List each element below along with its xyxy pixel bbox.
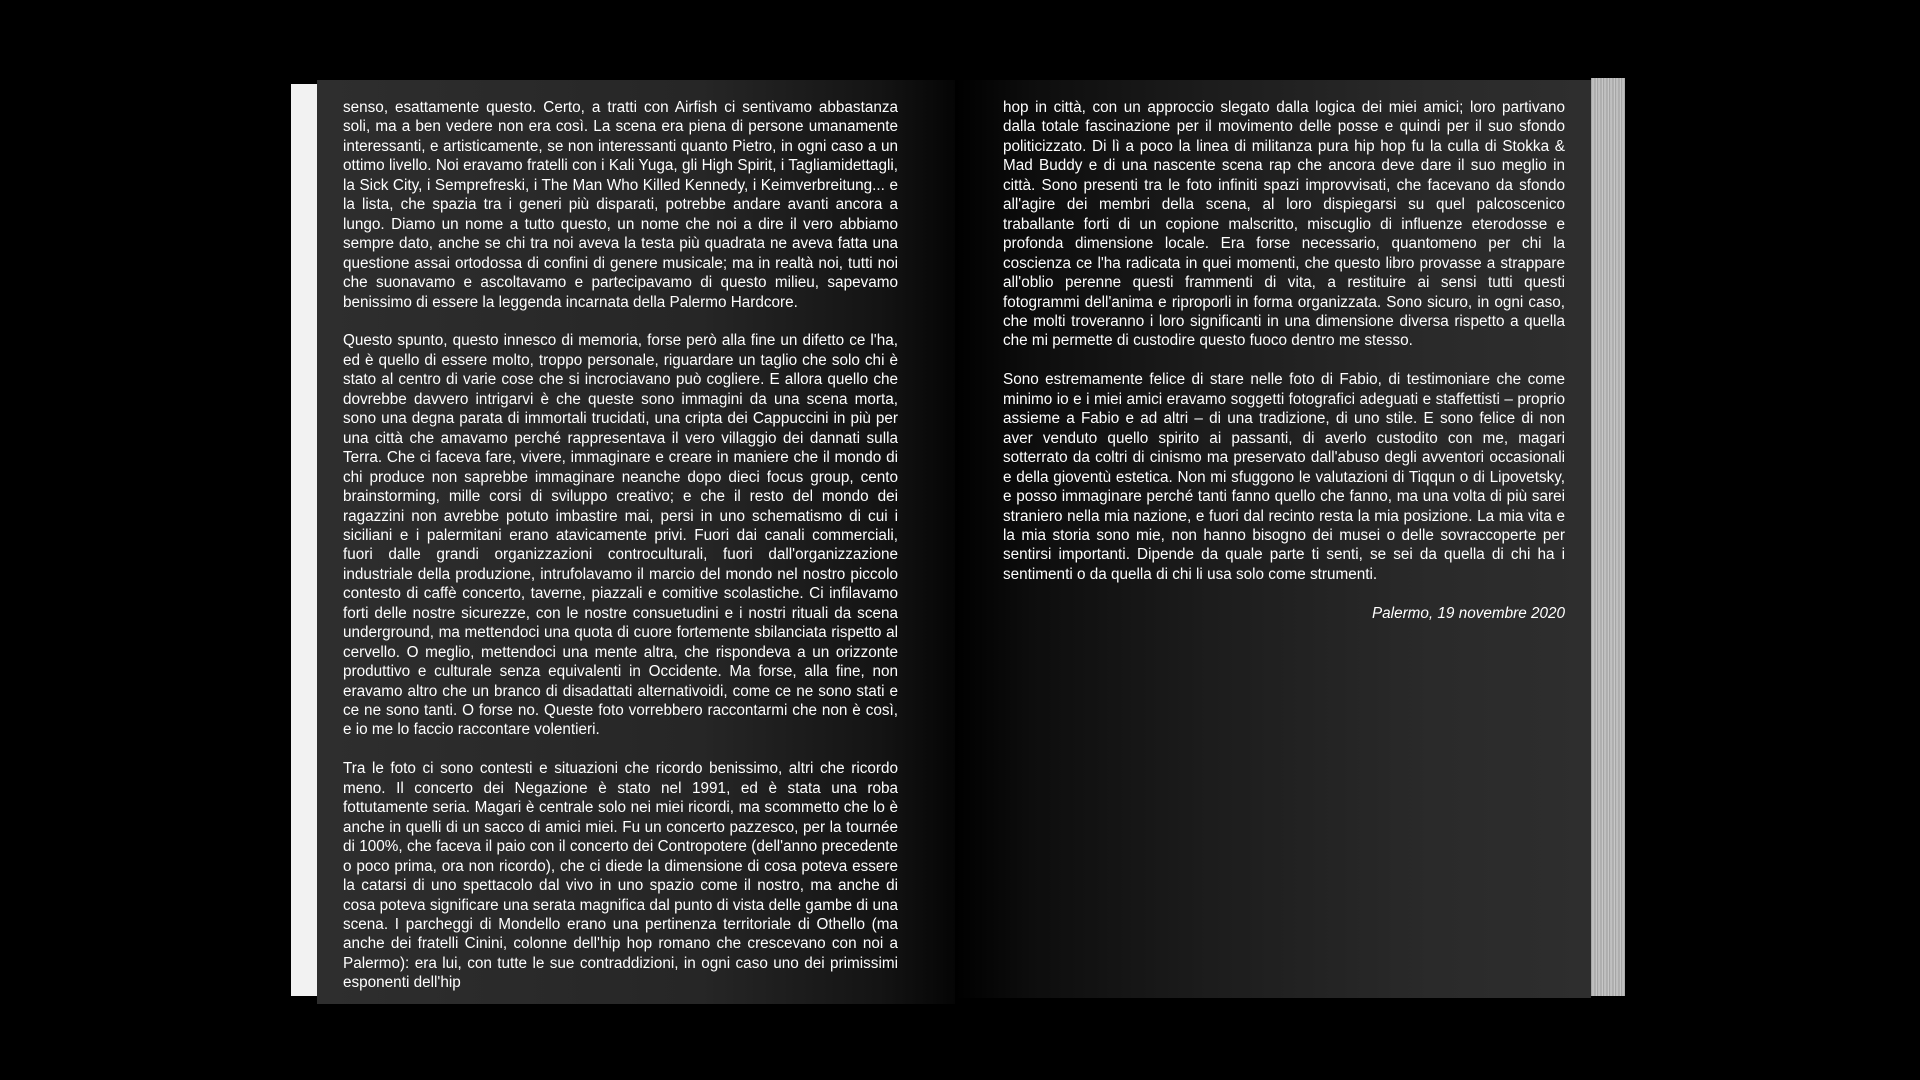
right-page-stack-edge <box>1591 78 1625 996</box>
signature-dateline: Palermo, 19 novembre 2020 <box>1371 604 1565 622</box>
left-paragraph-1: senso, esattamente questo. Certo, a tratti con Airfish ci sentivamo abbastanza soli, ma a ben vedere non era così. La scena era piena di persone umanamente interessanti, e artisticamente, se non interessanti quanto Pietro, in ogni caso a un ottimo livello. Noi eravamo fratelli con i Kali Yuga, gli High Spirit, i Tagliamidettagli, la Sick City, i Semprefreski, i The Man Who Killed Kennedy, i Keimverbreitung... e la lista, che spazia tra i generi più disparati, potrebbe andare avanti ancora a lungo. Diamo un nome a tutto questo, un nome che noi a dire il vero abbiamo sempre dato, anche se chi tra noi aveva la testa più quadrata ne aveva fatta una questione assai ortodossa di confini di genere musicale; ma in realtà noi, tutti noi che suonavamo e ascoltavamo e partecipavamo di questo milieu, sapevamo benissimo di essere la leggenda incarnata della Palermo Hardcore. <box>343 99 898 311</box>
right-paragraph-2: Sono estremamente felice di stare nelle foto di Fabio, di testimoniare che come minimo io e i miei amici eravamo soggetti fotografici adeguati e staffettisti – proprio assieme a Fabio e ad altri – di una tradizione, di uno stile. E sono felice di non aver venduto quello spirito ai passanti, di averlo custodito con me, magari sotterrato da coltri di cinismo ma preservato dall'abuso degli avventori occasionali e della gioventù estetica. Non mi sfuggono le valutazioni di Tiqqun o di Lipovetsky, e posso immaginare perché tanti fanno quello che fanno, ma una volta di più sarei straniero nella mia nazione, e fuori dal recinto resta la mia posizione. La mia vita e la mia storia sono mie, non hanno bisogno dei musei o delle sovraccoperte per sentirsi importanti. Dipende da quale parte ti senti, se sei da quella di chi ha i sentimenti o da quella di chi li usa solo come strumenti. <box>1003 371 1565 583</box>
right-paragraph-1: hop in città, con un approccio slegato dalla logica dei miei amici; loro partivano dalla totale fascinazione per il movimento delle posse e quindi per il suo sfondo politicizzato. Di lì a poco la linea di militanza pura hip hop fu la culla di Stokka & Mad Buddy e di una nascente scena rap che ancora deve dare il suo meglio in città. Sono presenti tra le foto infiniti spazi improvvisati, che facevano da sfondo all'agire dei membri della scena, al loro dispiegarsi su quel palcoscenico traballante forti di un copione malscritto, miscuglio di influenze eterodosse e profonda dimensione locale. Era forse necessario, quantomeno per chi la coscienza ce l'ha radicata in quei momenti, che questo libro provasse a strappare all'oblio perenne questi frammenti di vita, a restituire ai sensi tutti questi fotogrammi dell'anima e riproporli in forma organizzata. Sono sicuro, in ogni caso, che molti troveranno i loro significanti in una dimensione diversa rispetto a quella che mi permette di custodire questo fuoco dentro me stesso. <box>1003 99 1565 350</box>
left-paragraph-3: Tra le foto ci sono contesti e situazioni che ricordo benissimo, altri che ricordo meno. Il concerto dei Negazione è stato nel 1991, ed è stata una roba fottutamente seria. Magari è centrale solo nei miei ricordi, ma scommetto che lo è anche in quelli di un sacco di amici miei. Fu un concerto pazzesco, per la tournée di 100%, che faceva il paio con il concerto dei Contropotere (dell'anno precedente o poco prima, ora non ricordo), che ci diede la dimensione di cosa poteva essere la catarsi di uno spettacolo dal vivo in uno spazio come il nostro, ma anche di cosa poteva significare una serata magnifica dal punto di vista delle gambe di una scena. I parcheggi di Mondello erano una pertinenza territoriale di Othello (ma anche dei fratelli Cinini, colonne dell'hip hop romano che crescevano con noi a Palermo): era lui, con tutte le sue contraddizioni, in ogni caso uno dei primissimi esponenti dell'hip <box>343 760 898 992</box>
left-paragraph-2: Questo spunto, questo innesco di memoria, forse però alla fine un difetto ce l'ha, ed è quello di essere molto, troppo personale, riguardare un taglio che solo chi è stato al centro di varie cose che si incrociavano può cogliere. E allora quello che dovrebbe davvero intrigarvi è che queste sono immagini da una scena morta, sono una degna parata di immortali trucidati, una cripta dei Cappuccini in più per una città che amavamo perché rappresentava il vero villaggio dei dannati sulla Terra. Che ci faceva fare, vivere, immaginare e creare in maniere che il mondo di chi produce non saprebbe immaginare neanche dopo dieci focus group, cento brainstorming, mille corsi di sviluppo creativo; e che il resto del mondo dei ragazzini non avrebbe potuto imbastire mai, persi in uno schematismo di cui i siciliani e i palermitani erano atavicamente privi. Fuori dai canali commerciali, fuori dalle grandi organizzazioni controculturali, fuori dall'organizzazione industriale della produzione, intrufolavamo il marcio del mondo nel nostro piccolo contesto di caffè concerto, taverne, piazzali e comitive scolastiche. Ci infilavamo forti delle nostre sicurezze, con le nostre consuetudini e i nostri rituali da scena underground, ma mettendoci una quota di cuore fortemente sbilanciata rispetto al cervello. O meglio, mettendoci una mente altra, che rispondeva a un orizzonte produttivo e culturale senza equivalenti in Occidente. Ma forse, alla fine, non eravamo altro che un branco di disadattati alternativoidi, come ce ne sono stati e ce ne sono tanti. O forse no. Queste foto vorrebbero raccontarmi che non è così, e io me lo faccio raccontare volentieri. <box>343 332 898 739</box>
left-page-text <box>343 98 898 1012</box>
right-page-text <box>1003 98 1565 639</box>
left-page-edge <box>291 84 317 996</box>
